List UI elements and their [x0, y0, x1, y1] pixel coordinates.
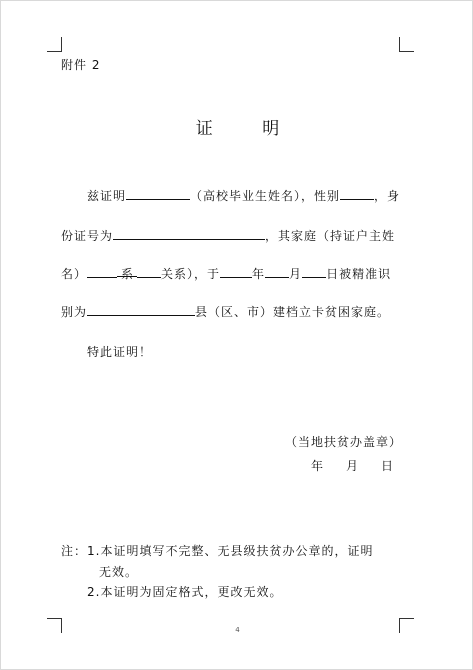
- closing-text: 特此证明！: [87, 345, 153, 359]
- crop-mark-top-right: [399, 37, 414, 52]
- body-text: ，身: [374, 189, 401, 203]
- body-text: 关系），于: [161, 267, 221, 281]
- graduate-name-blank[interactable]: [126, 188, 190, 200]
- body-text: 县（区、市）建档立卡贫困家庭。: [195, 305, 391, 319]
- attachment-label: 附件 2: [61, 58, 101, 72]
- page-title: 证 明: [195, 119, 302, 139]
- body-line-1: [61, 187, 400, 204]
- body-text: 日被精准识: [326, 267, 392, 281]
- body-text: 别为: [61, 305, 88, 319]
- body-line-4: [61, 303, 390, 320]
- body-text: 月: [289, 267, 303, 281]
- body-text: 年: [252, 267, 266, 281]
- body-text: 名）: [61, 267, 88, 281]
- page-number: 4: [235, 626, 240, 634]
- body-text: （高校毕业生姓名），性别: [190, 189, 341, 203]
- body-line-3: [61, 265, 391, 282]
- seal-label: （当地扶贫办盖章）: [285, 435, 403, 449]
- note-1-continuation: 无效。: [99, 565, 139, 579]
- relation-blank[interactable]: [137, 266, 161, 278]
- crop-mark-top-left: [47, 37, 62, 52]
- gender-blank[interactable]: [340, 188, 374, 200]
- id-number-blank[interactable]: [113, 228, 265, 240]
- body-text: 份证号为: [61, 229, 114, 243]
- date-month: 月: [346, 459, 360, 473]
- body-line-2: [61, 227, 395, 244]
- household-head-blank[interactable]: [87, 266, 117, 278]
- note-2: 2.本证明为固定格式，更改无效。: [87, 585, 283, 599]
- relation-label: 系: [117, 265, 137, 277]
- month-blank[interactable]: [265, 266, 289, 278]
- note-1: 注：1.本证明填写不完整、无县级扶贫办公章的，证明: [61, 544, 374, 558]
- day-blank[interactable]: [302, 266, 326, 278]
- closing-line: [61, 343, 152, 360]
- county-blank[interactable]: [87, 304, 195, 316]
- body-text: 兹证明: [87, 189, 127, 203]
- date-line: [311, 457, 394, 474]
- date-day: 日: [381, 459, 395, 473]
- body-text: ，其家庭（持证户主姓: [265, 229, 396, 243]
- year-blank[interactable]: [220, 266, 252, 278]
- date-year: 年: [311, 459, 325, 473]
